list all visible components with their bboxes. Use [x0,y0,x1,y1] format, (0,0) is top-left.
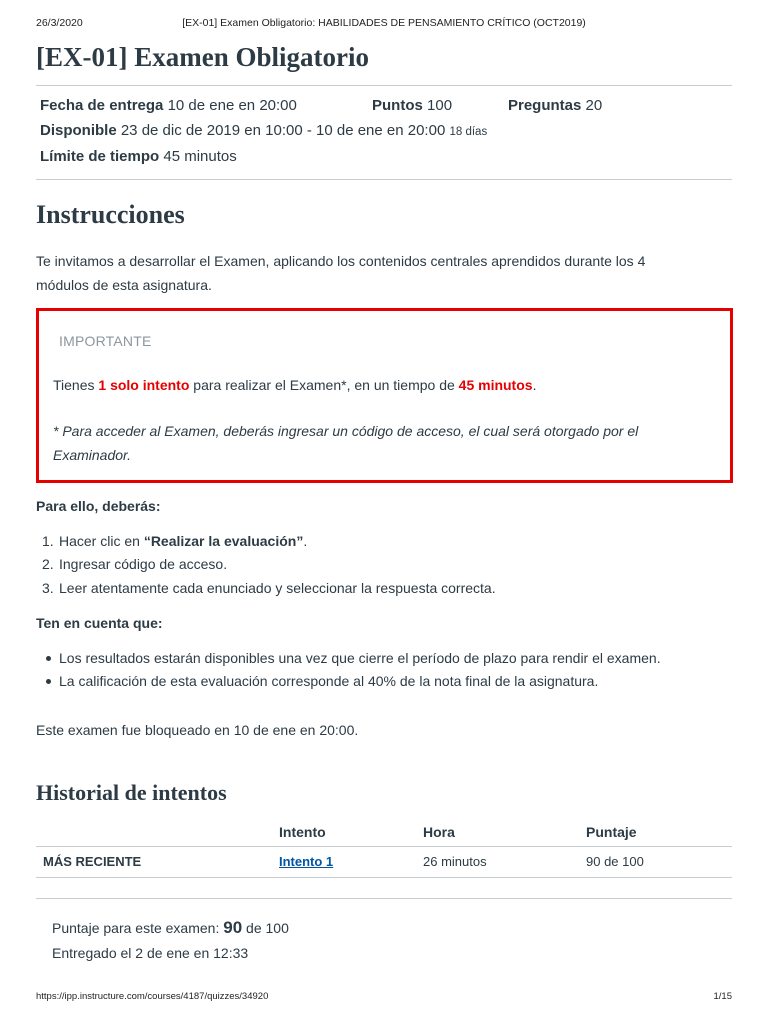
print-page-number: 1/15 [713,991,732,1002]
step-text: Leer atentamente cada enunciado y seleccionar la respuesta correcta. [59,580,496,596]
due-value: 10 de ene en 20:00 [167,97,297,114]
time-limit-label: Límite de tiempo [40,148,160,165]
bullet-icon [46,656,51,661]
column-header-attempt: Intento [279,824,326,840]
attempt-notice [53,373,536,397]
submitted-at: Entregado el 2 de ene en 12:33 [52,945,249,961]
step-text: Hacer clic en [59,533,144,549]
instructions-heading: Instrucciones [36,200,185,229]
notes-heading: Ten en cuenta que: [36,615,163,631]
access-code-note [53,419,703,467]
due-label: Fecha de entrega [40,97,164,114]
print-header [36,17,732,31]
step-text: . [303,533,308,549]
most-recent-label: MÁS RECIENTE [43,854,142,869]
list-item [42,578,496,598]
bullet-icon [46,679,51,684]
print-url: https://ipp.instructure.com/courses/4187/quizzes/34920 [36,991,269,1002]
questions-value: 20 [585,97,603,114]
available-detail [40,122,487,139]
score-value: 90 [223,918,243,937]
quiz-title: [EX-01] Examen Obligatorio [36,42,369,72]
list-item [46,648,661,668]
intro-line: Te invitamos a desarrollar el Examen, aplicando los contenidos centrales aprendidos durante los 4 [36,253,646,269]
column-header-score: Puntaje [586,824,637,840]
available-label: Disponible [40,122,117,139]
step-text: Ingresar código de acceso. [59,556,228,572]
score-total: de 100 [242,920,289,936]
important-box [36,308,733,483]
attempt-count: 1 solo intento [98,377,190,393]
table-divider [36,846,732,847]
available-value: 23 de dic de 2019 en 10:00 - 10 de ene en 20:00 [120,122,446,139]
quiz-details-row-1 [40,97,297,114]
history-heading: Historial de intentos [36,780,227,805]
column-header-time: Hora [423,824,455,840]
table-divider [36,877,732,878]
step-number: 1. [42,533,54,549]
score-summary [52,918,289,938]
attempt-cell [279,854,333,869]
step-number: 3. [42,580,54,596]
locked-notice: Este examen fue bloqueado en 10 de ene en 20:00. [36,722,359,738]
divider [36,179,732,180]
score-cell: 90 de 100 [586,854,644,869]
print-doc-title: [EX-01] Examen Obligatorio: HABILIDADES DE PENSAMIENTO CRÍTICO (OCT2019) [182,17,586,29]
note-line: * Para acceder al Examen, deberás ingresar un código de acceso, el cual será otorgado por el [53,423,639,439]
list-item [42,554,227,574]
note-text: Los resultados estarán disponibles una vez que cierre el período de plazo para rendir el examen. [59,650,661,666]
notice-text: . [532,377,537,393]
points-value: 100 [427,97,453,114]
steps-heading: Para ello, deberás: [36,498,161,514]
instructions-intro [36,249,696,297]
available-days: 18 días [449,126,488,138]
points-detail [372,97,452,114]
points-label: Puntos [372,97,423,114]
attempt-link[interactable]: Intento 1 [279,854,334,869]
notice-text: para realizar el Examen*, en un tiempo de [189,377,459,393]
important-label: IMPORTANTE [59,333,152,349]
notice-text: Tienes [53,377,99,393]
questions-label: Preguntas [508,97,582,114]
time-limit-detail [40,148,237,165]
step-number: 2. [42,556,54,572]
print-footer [36,991,732,1005]
list-item [46,671,598,691]
time-cell: 26 minutos [423,854,487,869]
questions-detail [508,97,602,114]
note-text: La calificación de esta evaluación corresponde al 40% de la nota final de la asignatura. [59,673,599,689]
list-item [42,531,307,551]
step-bold-text: “Realizar la evaluación” [143,533,304,549]
time-highlight: 45 minutos [458,377,533,393]
divider [36,898,732,899]
score-label: Puntaje para este examen: [52,920,224,936]
time-limit-value: 45 minutos [163,148,237,165]
divider [36,85,732,86]
print-date: 26/3/2020 [36,17,83,29]
intro-line: módulos de esta asignatura. [36,277,212,293]
note-line: Examinador. [53,447,132,463]
